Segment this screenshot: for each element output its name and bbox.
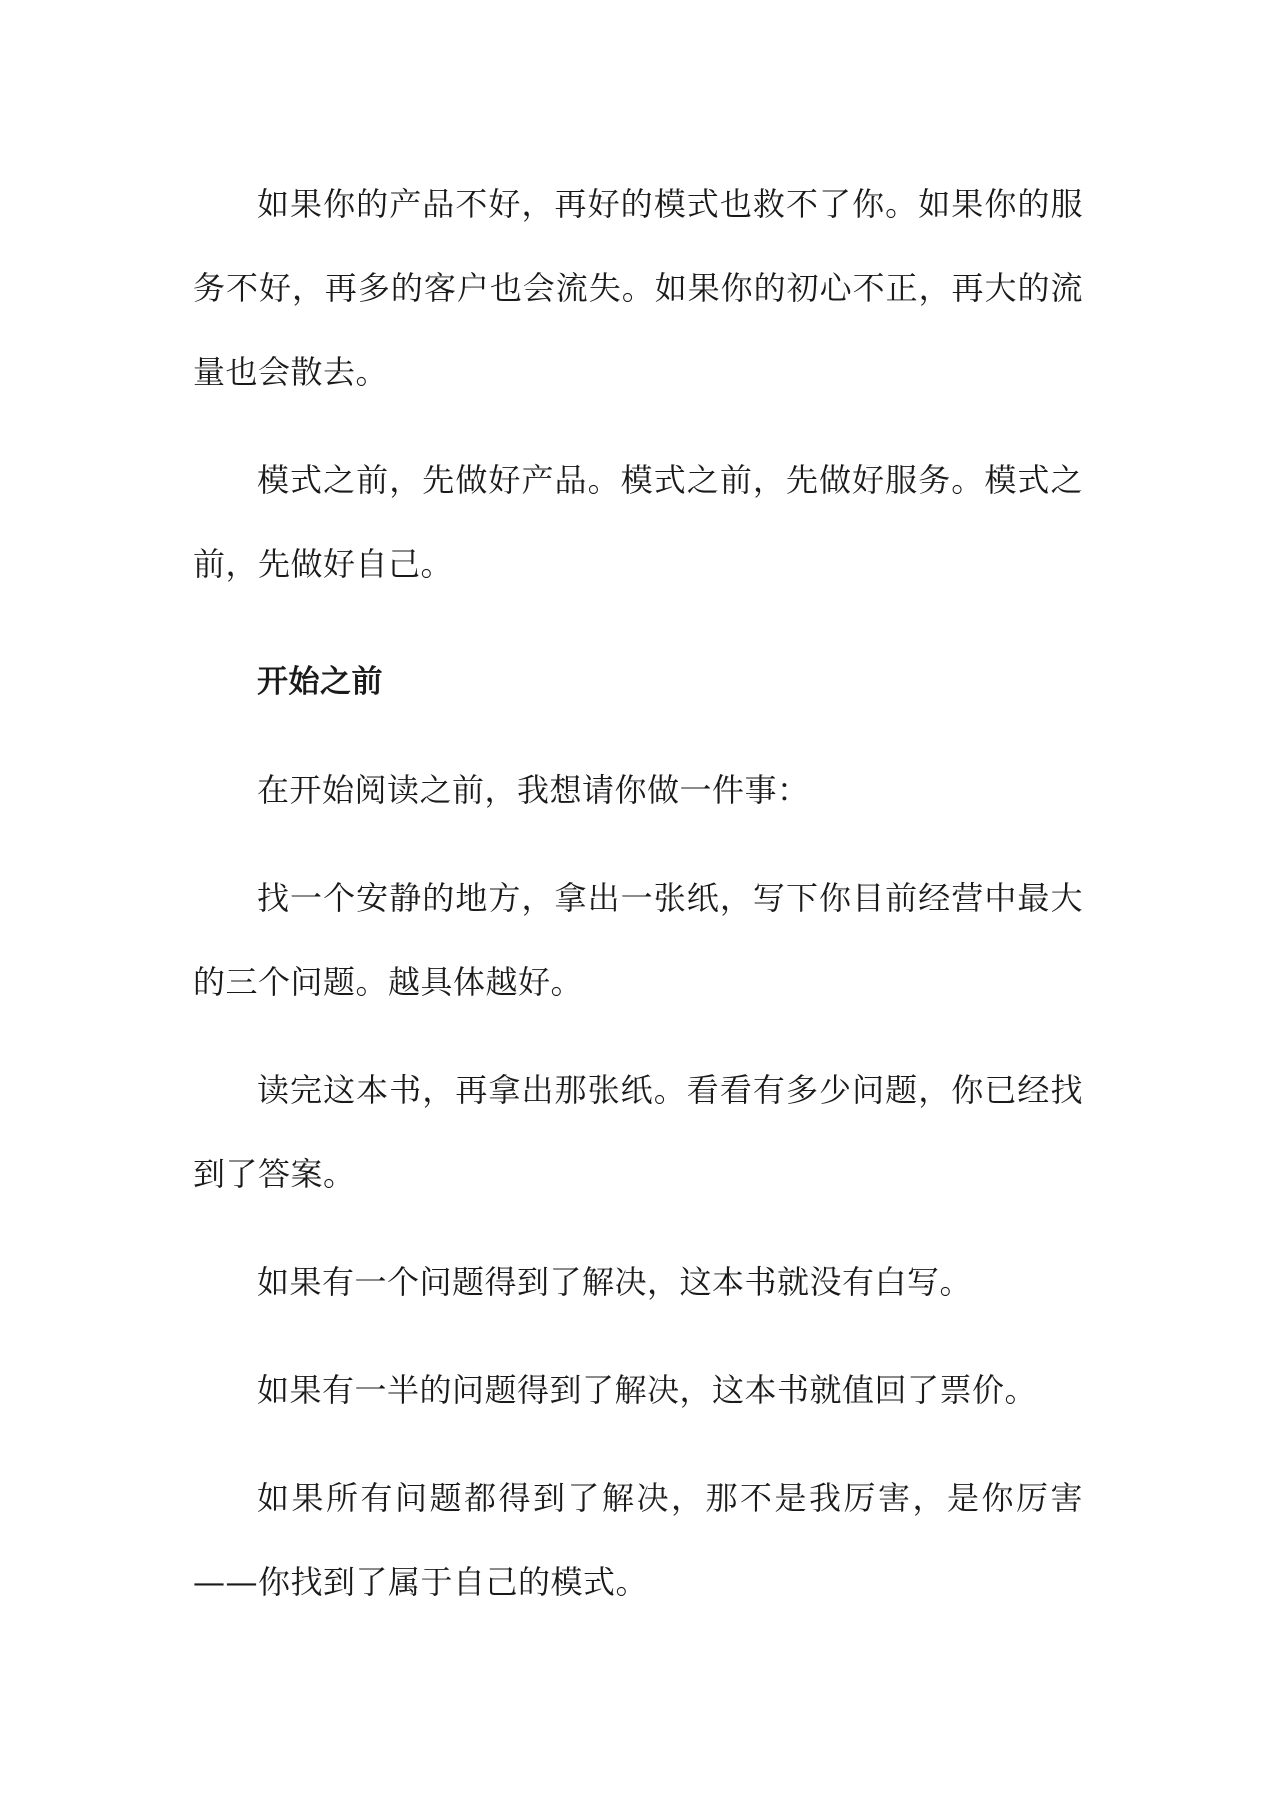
- paragraph: 如果你的产品不好，再好的模式也救不了你。如果你的服务不好，再多的客户也会流失。如果你的初心不正，再大的流量也会散去。: [193, 185, 1083, 391]
- paragraph: 如果所有问题都得到了解决，那不是我厉害，是你厉害——你找到了属于自己的模式。: [193, 1479, 1083, 1601]
- paragraph: 模式之前，先做好产品。模式之前，先做好服务。模式之前，先做好自己。: [193, 461, 1083, 583]
- paragraph: 读完这本书，再拿出那张纸。看看有多少问题，你已经找到了答案。: [193, 1071, 1083, 1193]
- paragraph: 找一个安静的地方，拿出一张纸，写下你目前经营中最大的三个问题。越具体越好。: [193, 879, 1083, 1001]
- paragraph: 如果有一半的问题得到了解决，这本书就值回了票价。: [257, 1371, 1038, 1409]
- section-heading: 开始之前: [257, 664, 383, 700]
- document-body: [193, 162, 1083, 1648]
- paragraph: 如果有一个问题得到了解决，这本书就没有白写。: [257, 1263, 973, 1301]
- paragraph: 在开始阅读之前，我想请你做一件事：: [257, 771, 810, 809]
